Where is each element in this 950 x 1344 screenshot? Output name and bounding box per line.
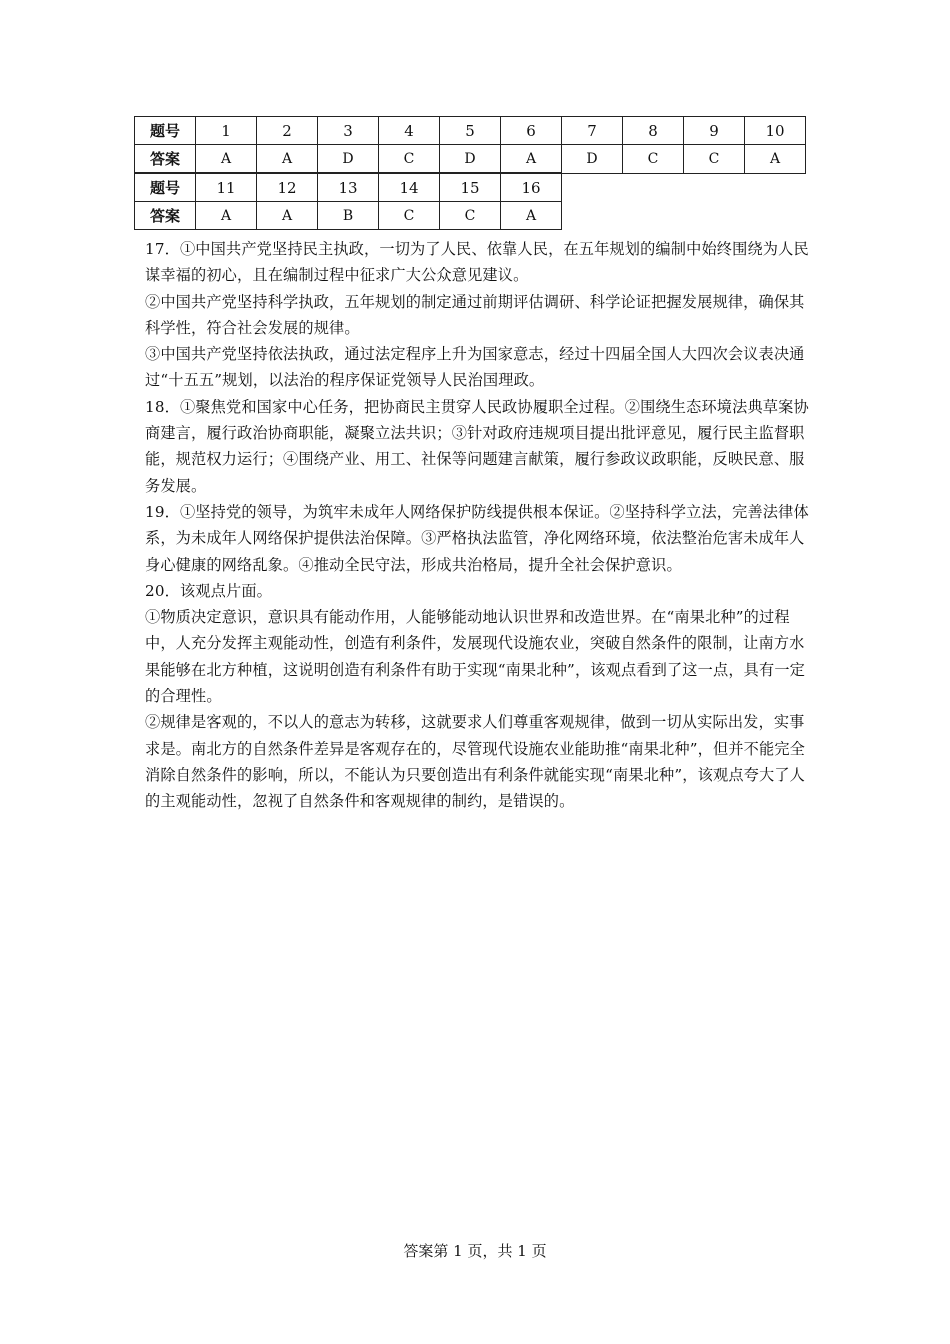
answer-paragraph: 20．该观点片面。	[145, 581, 272, 600]
question-number: 7	[562, 117, 623, 145]
question-number: 5	[440, 117, 501, 145]
question-number: 11	[196, 173, 257, 202]
answer-cell: C	[379, 145, 440, 174]
answer-cell: A	[196, 145, 257, 174]
answer-paragraph: 19．①坚持党的领导，为筑牢未成年人网络保护防线提供根本保证。②坚持科学立法，完善法律体系，为未成年人网络保护提供法治保障。③严格执法监管，净化网络环境，依法整治危害未成年人身心健康的网络乱象。④推动全民守法，形成共治格局，提升全社会保护意识。	[145, 502, 809, 574]
question-number-label: 题号	[135, 117, 196, 145]
answer-paragraph: 17．①中国共产党坚持民主执政，一切为了人民、依靠人民，在五年规划的编制中始终围绕为人民谋幸福的初心，且在编制过程中征求广大公众意见建议。	[145, 240, 809, 285]
answer-cell: A	[257, 145, 318, 174]
table-row	[135, 117, 806, 145]
table-row	[135, 173, 806, 202]
answer-cell: C	[684, 145, 745, 174]
question-number: 10	[745, 117, 806, 145]
answer-cell: B	[318, 202, 379, 230]
answer-paragraph: ①物质决定意识，意识具有能动作用，人能够能动地认识世界和改造世界。在“南果北种”的过程中，人充分发挥主观能动性，创造有利条件，发展现代设施农业，突破自然条件的限制，让南方水果能够在北方种植，这说明创造有利条件有助于实现“南果北种”，该观点看到了这一点，具有一定的合理性。	[145, 608, 806, 706]
answer-cell: A	[501, 145, 562, 174]
answer-paragraph: ②规律是客观的，不以人的意志为转移，这就要求人们尊重客观规律，做到一切从实际出发，实事求是。南北方的自然条件差异是客观存在的，尽管现代设施农业能助推“南果北种”，但并不能完全消除自然条件的影响，所以，不能认为只要创造出有利条件就能实现“南果北种”，该观点夸大了人的主观能动性，忽视了自然条件和客观规律的制约，是错误的。	[145, 713, 806, 811]
answer-cell: D	[440, 145, 501, 174]
table-row	[135, 202, 806, 230]
question-number: 16	[501, 173, 562, 202]
answer-cell: D	[318, 145, 379, 174]
question-number: 3	[318, 117, 379, 145]
question-number-label: 题号	[135, 173, 196, 202]
answer-label: 答案	[135, 202, 196, 230]
question-number: 6	[501, 117, 562, 145]
answer-cell: C	[379, 202, 440, 230]
answer-paragraph: 18．①聚焦党和国家中心任务，把协商民主贯穿人民政协履职全过程。②围绕生态环境法典草案协商建言，履行政治协商职能，凝聚立法共识；③针对政府违规项目提出批评意见，履行民主监督职能，规范权力运行；④围绕产业、用工、社保等问题建言献策，履行参政议政职能，反映民意、服务发展。	[145, 397, 809, 495]
question-number: 8	[623, 117, 684, 145]
question-number: 12	[257, 173, 318, 202]
question-number: 13	[318, 173, 379, 202]
answer-cell: D	[562, 145, 623, 174]
answer-paragraph: ③中国共产党坚持依法执政，通过法定程序上升为国家意志，经过十四届全国人大四次会议表决通过“十五五”规划，以法治的程序保证党领导人民治国理政。	[145, 345, 805, 390]
question-number: 1	[196, 117, 257, 145]
answer-cell: C	[440, 202, 501, 230]
page-footer: 答案第 1 页，共 1 页	[403, 1242, 547, 1260]
empty-cell	[562, 173, 806, 202]
answer-label: 答案	[135, 145, 196, 174]
answer-cell: A	[745, 145, 806, 174]
question-number: 14	[379, 173, 440, 202]
answer-cell: A	[257, 202, 318, 230]
answer-text-body	[145, 236, 819, 815]
answer-cell: A	[501, 202, 562, 230]
question-number: 9	[684, 117, 745, 145]
answer-table	[134, 116, 806, 230]
question-number: 2	[257, 117, 318, 145]
question-number: 4	[379, 117, 440, 145]
empty-cell	[562, 202, 806, 230]
answer-cell: A	[196, 202, 257, 230]
answer-paragraph: ②中国共产党坚持科学执政，五年规划的制定通过前期评估调研、科学论证把握发展规律，确保其科学性，符合社会发展的规律。	[145, 292, 805, 337]
table-row	[135, 145, 806, 174]
answer-cell: C	[623, 145, 684, 174]
question-number: 15	[440, 173, 501, 202]
